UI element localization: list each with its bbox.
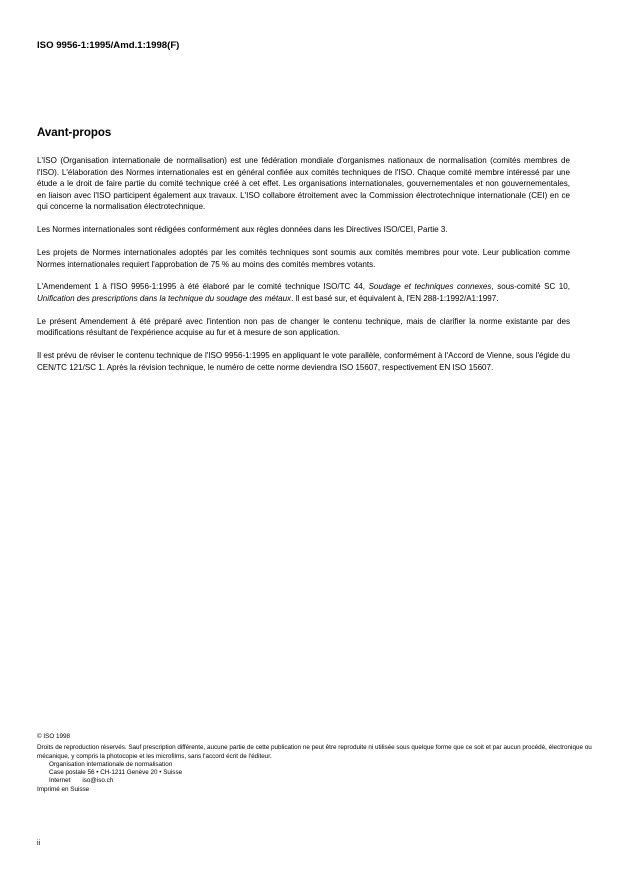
subcommittee-name: Unification des prescriptions dans la technique du soudage des métaux: [37, 293, 292, 303]
organization-name: Organisation internationale de normalisation: [49, 760, 173, 768]
internet-label: Internet: [49, 777, 71, 785]
paragraph-6: Il est prévu de réviser le contenu technique de l'ISO 9956-1:1995 en appliquant le vote parallèle, conformément à l'Accord de Vienne, sous l'égide du CEN/TC 121/SC 1. Après la révision technique, le numéro de cette norme deviendra ISO 15607, respectivement EN ISO 15607.: [37, 351, 570, 372]
printed-in: Imprimé en Suisse: [37, 785, 90, 793]
paragraph-1: L'ISO (Organisation internationale de normalisation) est une fédération mondiale d'organismes nationaux de normalisation (comités membres de l'ISO). L'élaboration des Normes internationales est en général confiée aux comités techniques de l'ISO. Chaque comité membre intéressé par une étude a le droit de faire partie du comité technique créé à cet effet. Les organisations internationales, gouvernementales et non gouvernementales, en liaison avec l'ISO participent également aux travaux. L'ISO collabore étroitement avec la Commission électrotechnique internationale (CEI) en ce qui concerne la normalisation électrotechnique.: [37, 156, 570, 212]
committee-name: Soudage et techniques connexes: [368, 282, 492, 292]
paragraph-4-part-2: , sous-comité SC 10,: [491, 282, 570, 292]
copyright-notice: © ISO 1998: [37, 733, 70, 740]
paragraph-4-part-1: L'Amendement 1 à l'ISO 9956-1:1995 à été élaboré par le comité technique ISO/TC 44,: [37, 282, 369, 292]
page-number: ii: [37, 840, 41, 847]
paragraph-4-part-3: . Il est basé sur, et équivalent à, l'EN 288-1:1992/A1:1997.: [291, 293, 499, 303]
foreword-body: [37, 155, 570, 384]
document-header: ISO 9956-1:1995/Amd.1:1998(F): [37, 40, 180, 51]
paragraph-2: Les Normes internationales sont rédigées conformément aux règles données dans les Directives ISO/CEI, Partie 3.: [37, 225, 448, 235]
rights-statement: Droits de reproduction réservés. Sauf prescription différente, aucune partie de cette publication ne peut être reproduite ni utilisée sous quelque forme que ce soit et par aucun procédé, électronique ou mécanique, y compris la photocopie et les microfilms, sans l'accord écrit de l'éditeur.: [37, 744, 592, 760]
email-link[interactable]: iso@iso.ch: [82, 777, 114, 785]
paragraph-4: [37, 281, 570, 304]
postal-address: Case postale 56 • CH-1211 Genève 20 • Suisse: [49, 769, 183, 777]
paragraph-3: Les projets de Normes internationales adoptés par les comités techniques sont soumis aux comités membres pour vote. Leur publication comme Normes internationales requiert l'approbation de 75 % au moins des comités membres votants.: [37, 247, 570, 269]
section-title: Avant-propos: [37, 127, 112, 139]
copyright-footer: [37, 733, 597, 794]
paragraph-5: Le présent Amendement à été préparé avec l'intention non pas de changer le contenu technique, mais de clarifier la norme existante par des modifications résultant de l'expérience acquise au fur et à mesure de son application.: [37, 316, 570, 338]
internet-line: [37, 777, 597, 785]
